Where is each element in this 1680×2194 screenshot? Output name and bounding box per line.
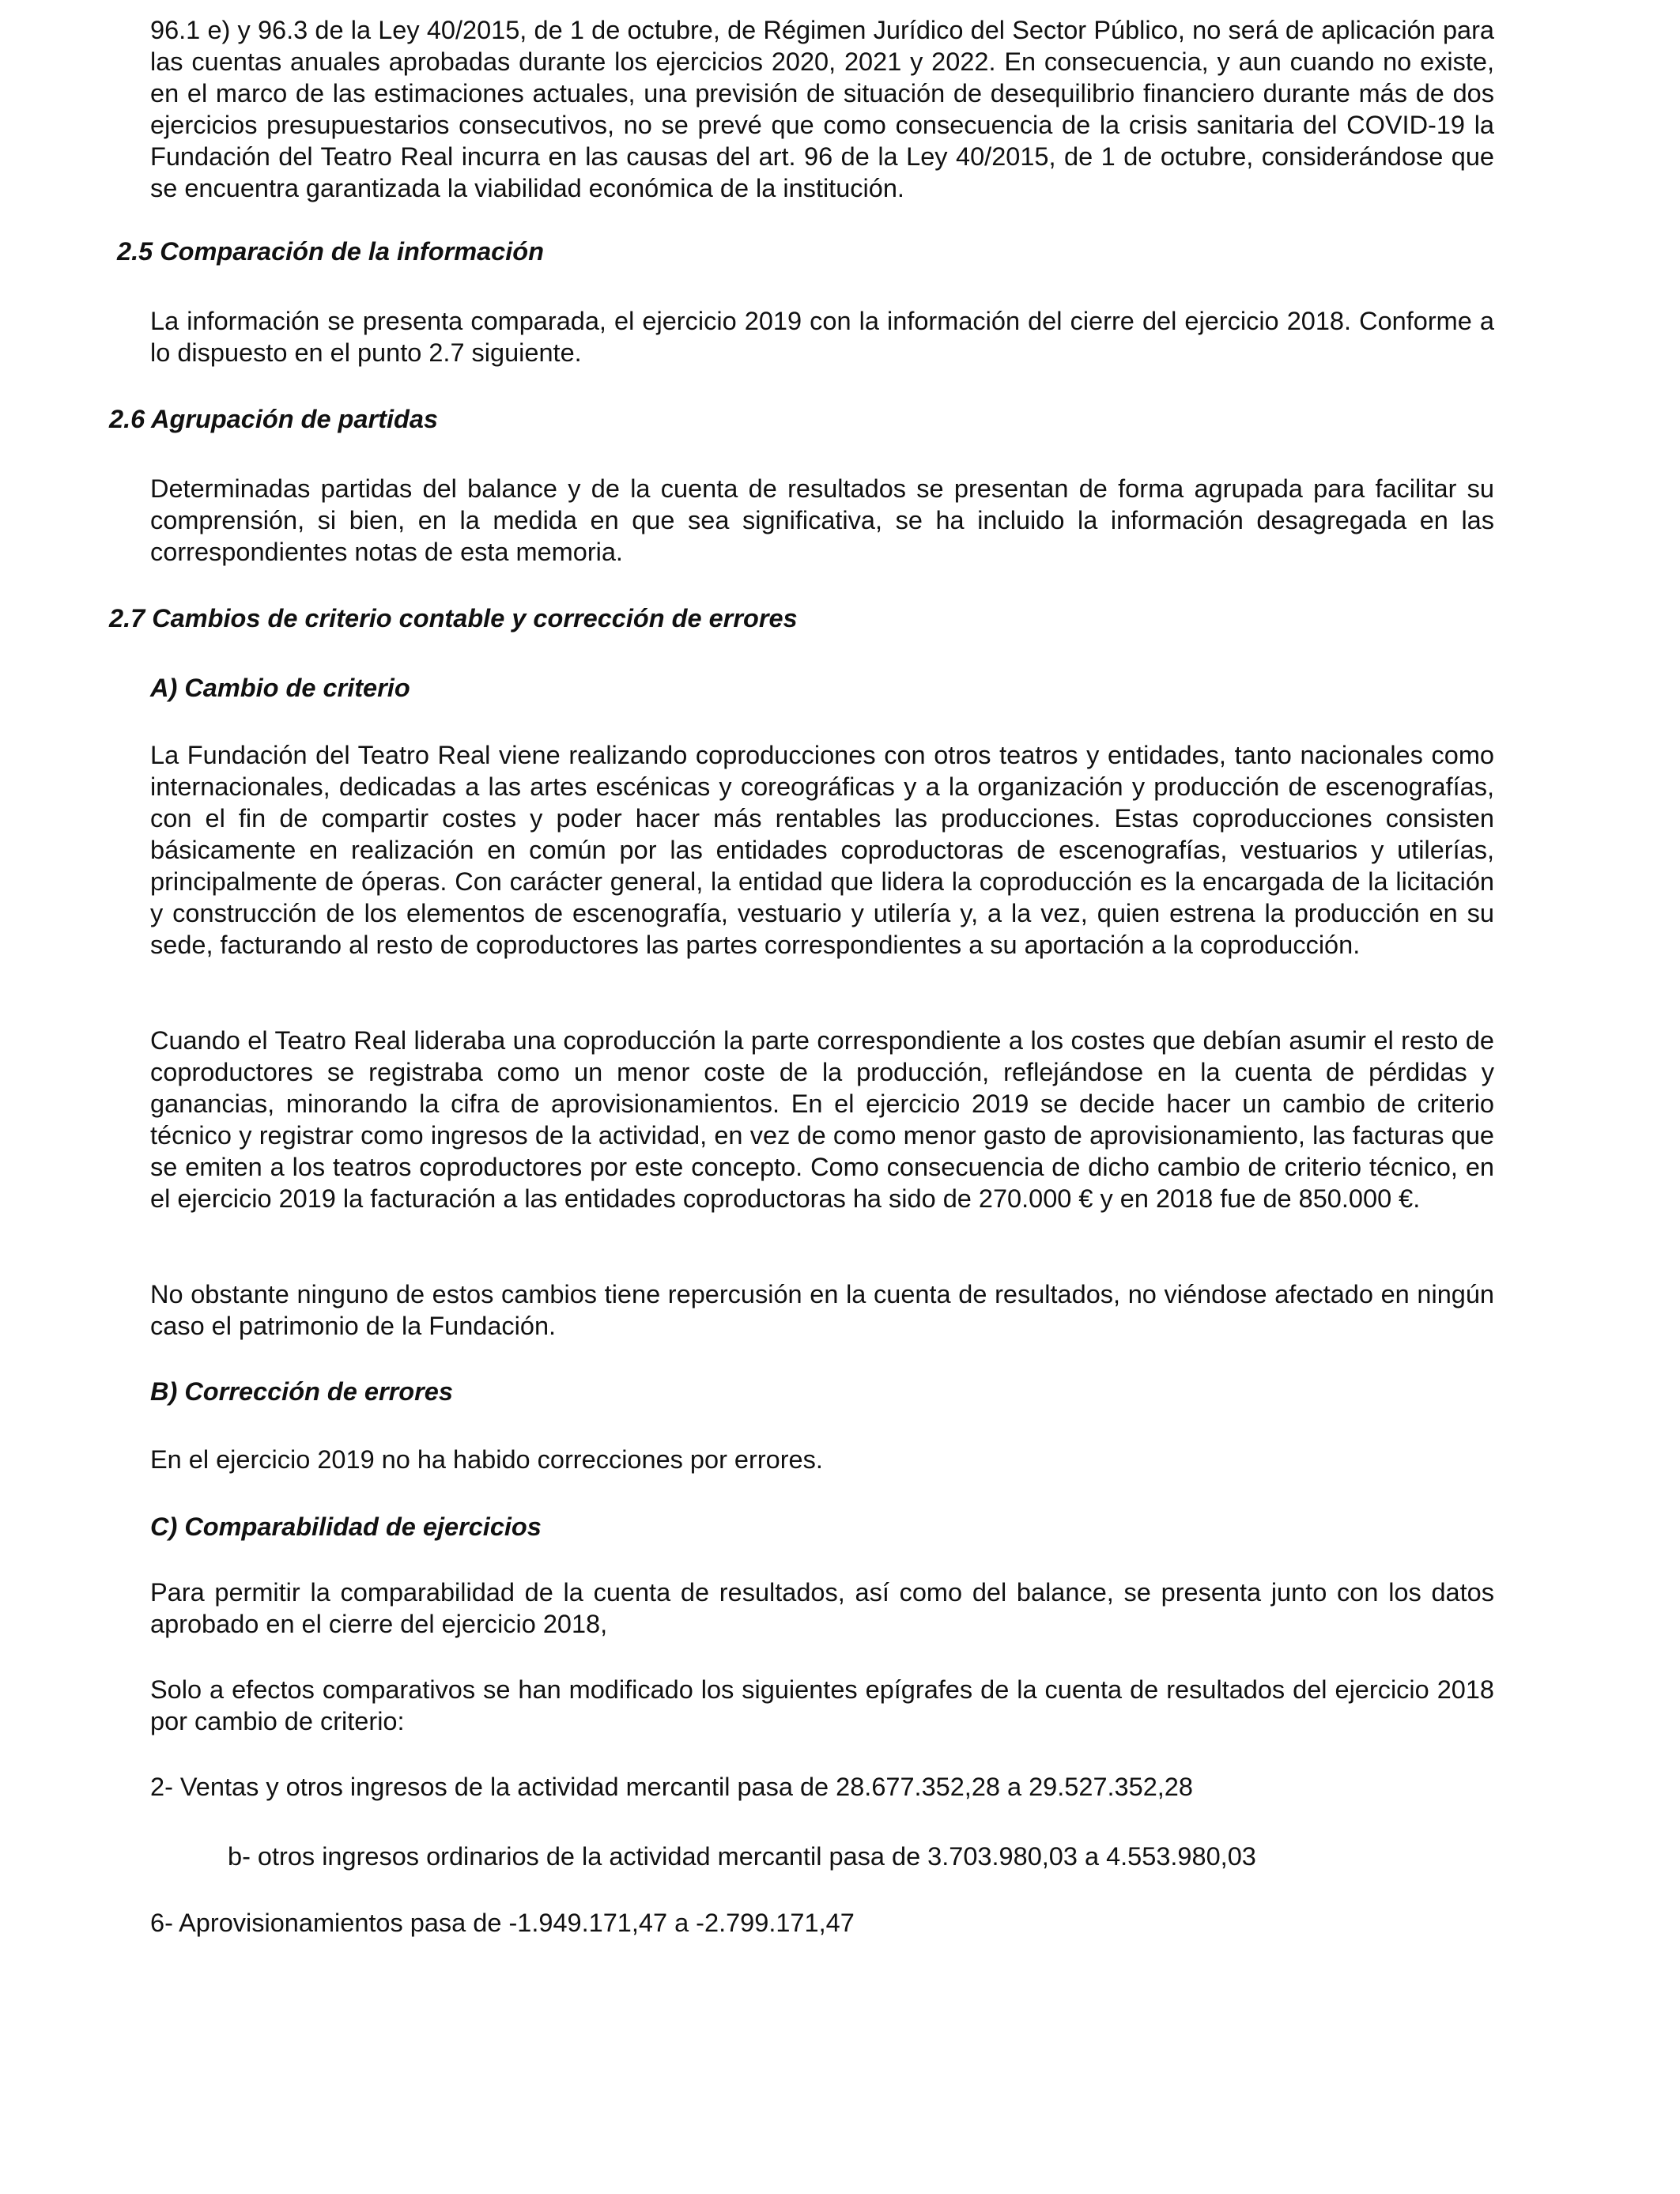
list-item-ventas: 2- Ventas y otros ingresos de la actividad mercantil pasa de 28.677.352,28 a 29.527.352,28	[150, 1773, 1193, 1801]
subsection-c-paragraph-2: Solo a efectos comparativos se han modificado los siguientes epígrafes de la cuenta de resultados del ejercicio 2018 por cambio de criterio:	[150, 1675, 1494, 1735]
subsection-a-paragraph-1: La Fundación del Teatro Real viene realizando coproducciones con otros teatros y entidades, tanto nacionales como internacionales, dedicadas a las artes escénicas y coreográficas y a la organización y producción de escenografías, con el fin de compartir costes y poder hacer más rentables las producciones. Estas coproducciones consisten básicamente en realización en común por las entidades coproductoras de escenografías, vestuarios y utilerías, principalmente de óperas. Con carácter general, la entidad que lidera la coproducción es la encargada de la licitación y construcción de los elementos de escenografía, vestuario y utilería y, a la vez, quien estrena la producción en su sede, facturando al resto de coproductores las partes correspondientes a su aportación a la coproducción.	[150, 741, 1494, 959]
subsection-c-heading: C) Comparabilidad de ejercicios	[150, 1512, 542, 1541]
subsection-b-paragraph: En el ejercicio 2019 no ha habido correcciones por errores.	[150, 1445, 823, 1474]
list-item-aprovisionamientos: 6- Aprovisionamientos pasa de -1.949.171,47 a -2.799.171,47	[150, 1909, 855, 1937]
list-subitem-otros-ingresos: b- otros ingresos ordinarios de la actividad mercantil pasa de 3.703.980,03 a 4.553.980,03	[228, 1842, 1256, 1871]
subsection-c-paragraph-1: Para permitir la comparabilidad de la cuenta de resultados, así como del balance, se presenta junto con los datos aprobado en el cierre del ejercicio 2018,	[150, 1578, 1494, 1638]
section-2-5-heading: 2.5 Comparación de la información	[117, 237, 544, 266]
subsection-a-paragraph-3: No obstante ninguno de estos cambios tiene repercusión en la cuenta de resultados, no viéndose afectado en ningún caso el patrimonio de la Fundación.	[150, 1280, 1494, 1340]
intro-paragraph: 96.1 e) y 96.3 de la Ley 40/2015, de 1 de octubre, de Régimen Jurídico del Sector Público, no será de aplicación para las cuentas anuales aprobadas durante los ejercicios 2020, 2021 y 2022. En consecuencia, y aun cuando no existe, en el marco de las estimaciones actuales, una previsión de situación de desequilibrio financiero durante más de dos ejercicios presupuestarios consecutivos, no se prevé que como consecuencia de la crisis sanitaria del COVID-19 la Fundación del Teatro Real incurra en las causas del art. 96 de la Ley 40/2015, de 1 de octubre, considerándose que se encuentra garantizada la viabilidad económica de la institución.	[150, 16, 1494, 202]
section-2-6-body: Determinadas partidas del balance y de la cuenta de resultados se presentan de forma agrupada para facilitar su comprensión, si bien, en la medida en que sea significativa, se ha incluido la información desagregada en las correspondientes notas de esta memoria.	[150, 474, 1494, 566]
subsection-a-paragraph-2: Cuando el Teatro Real lideraba una coproducción la parte correspondiente a los costes que debían asumir el resto de coproductores se registraba como un menor coste de la producción, reflejándose en la cuenta de pérdidas y ganancias, minorando la cifra de aprovisionamientos. En el ejercicio 2019 se decide hacer un cambio de criterio técnico y registrar como ingresos de la actividad, en vez de como menor gasto de aprovisionamiento, las facturas que se emiten a los teatros coproductores por este concepto. Como consecuencia de dicho cambio de criterio técnico, en el ejercicio 2019 la facturación a las entidades coproductoras ha sido de 270.000 € y en 2018 fue de 850.000 €.	[150, 1026, 1494, 1213]
subsection-a-heading: A) Cambio de criterio	[150, 674, 410, 702]
section-2-7-heading: 2.7 Cambios de criterio contable y corrección de errores	[109, 604, 798, 633]
section-2-5-body: La información se presenta comparada, el ejercicio 2019 con la información del cierre del ejercicio 2018. Conforme a lo dispuesto en el punto 2.7 siguiente.	[150, 307, 1494, 367]
section-2-6-heading: 2.6 Agrupación de partidas	[109, 405, 438, 433]
subsection-b-heading: B) Corrección de errores	[150, 1377, 453, 1406]
